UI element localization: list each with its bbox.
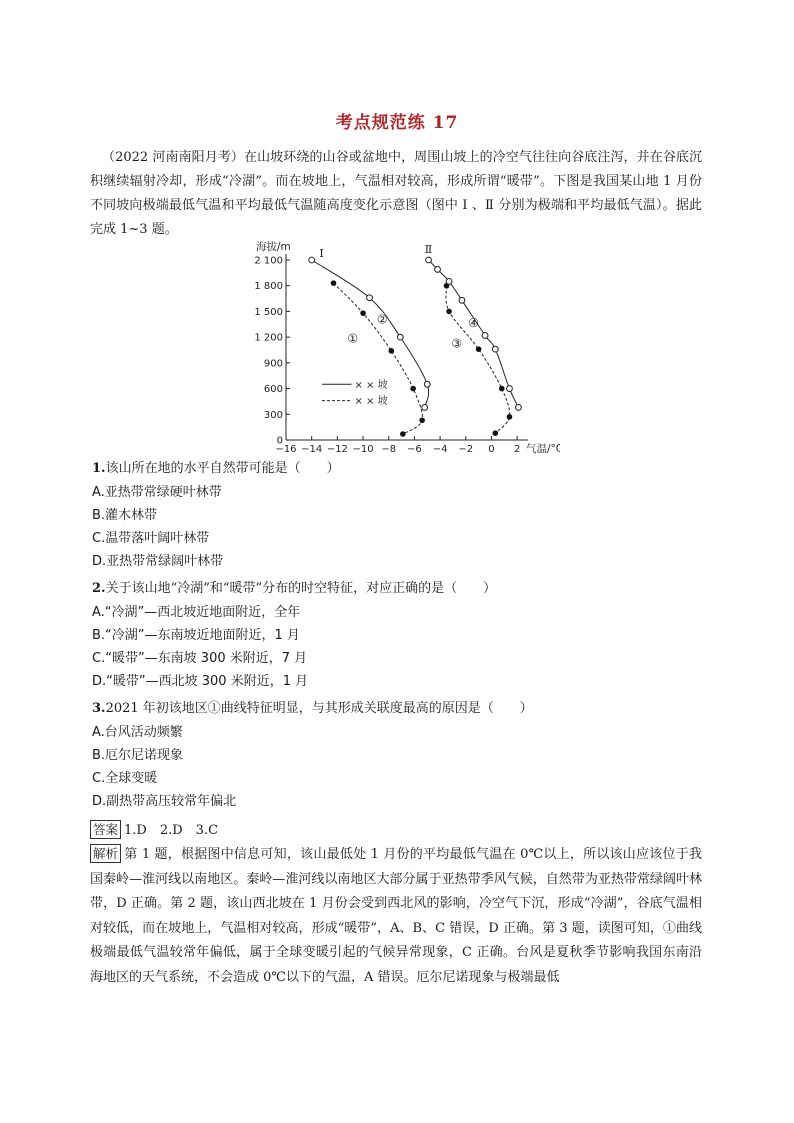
curve-label-3: ③ bbox=[451, 336, 463, 351]
x-tick-label: −2 bbox=[458, 444, 474, 455]
data-point bbox=[424, 381, 430, 387]
data-point bbox=[410, 386, 416, 392]
legend-label-1: × × 坡 bbox=[354, 379, 388, 391]
y-tick-label: 300 bbox=[263, 409, 283, 421]
data-point bbox=[389, 348, 395, 354]
x-tick-label: −16 bbox=[275, 444, 297, 455]
data-point bbox=[493, 430, 499, 436]
x-tick-label: −8 bbox=[381, 444, 397, 455]
question-2-option-D: D.“暖带”—西北坡 300 米附近，1 月 bbox=[92, 674, 309, 689]
x-axis-label: 气温/°C bbox=[526, 443, 560, 455]
data-point bbox=[476, 346, 482, 352]
question-1-option-A: A.亚热带常绿硬叶林带 bbox=[92, 485, 222, 500]
data-point bbox=[507, 386, 513, 392]
y-tick-label: 900 bbox=[263, 358, 283, 370]
altitude-temperature-chart bbox=[250, 236, 560, 458]
data-point bbox=[446, 279, 452, 285]
answer-line bbox=[90, 820, 218, 842]
y-tick-label: 600 bbox=[263, 384, 283, 396]
x-tick-label: −4 bbox=[432, 444, 448, 455]
question-1-option-C: C.温带落叶阔叶林带 bbox=[92, 531, 210, 546]
y-tick-label: 1 200 bbox=[254, 332, 283, 344]
group-label-I: Ⅰ bbox=[319, 247, 324, 260]
data-point bbox=[492, 346, 498, 352]
data-point bbox=[516, 405, 522, 411]
data-point bbox=[397, 334, 403, 340]
x-tick-label: −14 bbox=[301, 444, 323, 455]
data-point bbox=[459, 297, 465, 303]
data-point bbox=[482, 333, 488, 339]
answer-tag: 答案 bbox=[90, 820, 121, 839]
question-1-option-B: B.灌木林带 bbox=[92, 508, 158, 523]
y-tick-label: 1 500 bbox=[254, 306, 283, 318]
question-2-option-B: B.“冷湖”—东南坡近地面附近，1 月 bbox=[92, 628, 300, 643]
question-number: 2. bbox=[92, 581, 106, 596]
y-tick-label: 1 800 bbox=[254, 281, 283, 293]
curve-label-4: ④ bbox=[468, 315, 479, 330]
data-point bbox=[499, 386, 505, 392]
data-point bbox=[446, 309, 452, 315]
explanation-text: 第 1 题，根据图中信息可知，该山最低处 1 月份的平均最低气温在 0℃以上，所以该山应该位于我国秦岭—淮河线以南地区。秦岭—淮河线以南地区大部分属于亚热带季风气候，自然带为亚热带常绿阔叶林带，D 正确。第 2 题，该山西北坡在 1 月份会受到西北风的影响，冷空气下沉，形成“冷湖”，谷底气温相对较低，而在坡地上，气温相对较高，形成“暖带”，A、B、C 错误，D 正确。第 3 题，读图可知，①曲线极端最低气温较常年偏低，属于全球变暖引起的气候异常现象，C 正确。台风是夏秋季节影响我国东南沿海地区的天气系统，不会造成 0℃以下的气温，A 错误。厄尔尼诺现象与极端最低 bbox=[90, 847, 702, 985]
y-tick-label: 0 bbox=[276, 435, 283, 447]
explanation-tag: 解析 bbox=[90, 844, 121, 863]
question-3-option-D: D.副热带高压较常年偏北 bbox=[92, 794, 237, 809]
question-3-option-A: A.台风活动频繁 bbox=[92, 725, 183, 740]
data-point bbox=[422, 405, 428, 411]
data-point bbox=[367, 295, 373, 301]
data-point bbox=[426, 257, 432, 263]
y-axis-label: 海拔/m bbox=[256, 241, 291, 253]
data-point bbox=[400, 431, 406, 437]
data-point bbox=[507, 414, 513, 420]
curve-label-1: ① bbox=[347, 331, 359, 346]
question-3 bbox=[92, 698, 702, 720]
question-1-option-D: D.亚热带常绿阔叶林带 bbox=[92, 554, 224, 569]
data-point bbox=[435, 267, 441, 273]
series-line-4 bbox=[429, 260, 519, 407]
question-number: 1. bbox=[92, 461, 106, 476]
x-tick-label: −12 bbox=[326, 444, 348, 455]
intro-paragraph: （2022 河南南阳月考）在山坡环绕的山谷或盆地中，周围山坡上的冷空气往往向谷底注泻，并在谷底沉积继续辐射冷却，形成“冷湖”。而在坡地上，气温相对较高，形成所谓“暖带”。下图是我国某山地 1 月份不同坡向极端最低气温和平均最低气温随高度变化示意图（图中 Ⅰ 、Ⅱ 分别为极端和平均最低气温）。据此完成 1~3 题。 bbox=[90, 150, 702, 237]
question-text: 2021 年初该地区①曲线特征明显，与其形成关联度最高的原因是（ ） bbox=[105, 701, 533, 716]
legend-label-2: × × 坡 bbox=[354, 396, 388, 408]
group-label-II: Ⅱ bbox=[424, 243, 433, 256]
series-line-3 bbox=[446, 286, 510, 433]
question-1 bbox=[92, 458, 702, 480]
x-tick-label: −6 bbox=[407, 444, 422, 455]
question-number: 3. bbox=[92, 701, 106, 716]
explanation-paragraph bbox=[90, 843, 702, 990]
question-2-option-A: A.“冷湖”—西北坡近地面附近，全年 bbox=[92, 605, 301, 620]
data-point bbox=[419, 417, 425, 423]
question-2 bbox=[92, 578, 702, 600]
y-tick-label: 2 100 bbox=[254, 255, 283, 267]
curve-label-2: ② bbox=[376, 312, 388, 327]
question-text: 关于该山地“冷湖”和“暖带”分布的时空特征，对应正确的是（ ） bbox=[105, 581, 497, 596]
data-point bbox=[309, 257, 315, 263]
page-title: 考点规范练 17 bbox=[335, 113, 459, 133]
data-point bbox=[360, 310, 366, 316]
question-3-option-C: C.全球变暖 bbox=[92, 771, 158, 786]
x-tick-label: 2 bbox=[513, 444, 521, 455]
x-tick-label: −10 bbox=[352, 444, 374, 455]
x-tick-label: 0 bbox=[488, 444, 495, 455]
question-2-option-C: C.“暖带”—东南坡 300 米附近，7 月 bbox=[92, 651, 308, 666]
data-point bbox=[331, 280, 337, 286]
question-3-option-B: B.厄尔尼诺现象 bbox=[92, 748, 184, 763]
question-text: 该山所在地的水平自然带可能是（ ） bbox=[105, 461, 340, 476]
answer-text: 1.D 2.D 3.C bbox=[124, 823, 219, 838]
chart-svg bbox=[250, 236, 560, 458]
